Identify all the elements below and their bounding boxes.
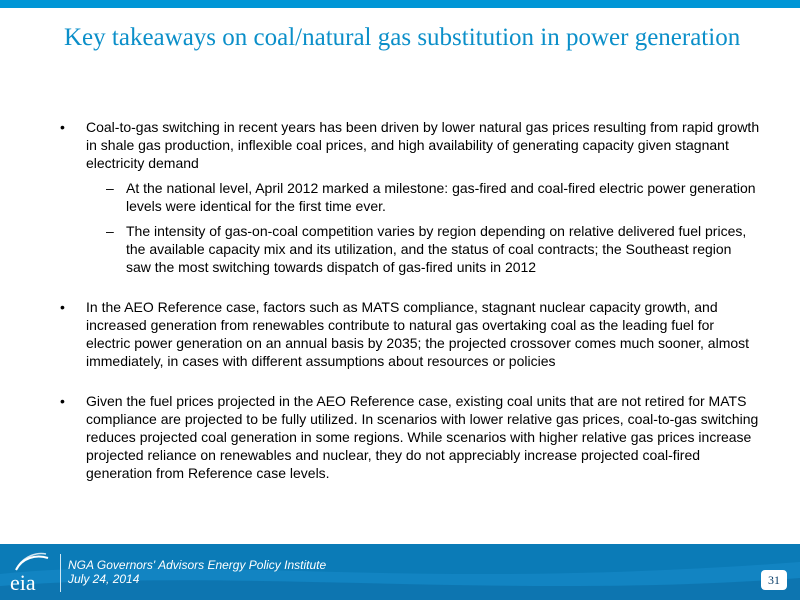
bullet-marker: • [60, 393, 65, 409]
eia-logo-icon [6, 546, 56, 598]
slide-body [60, 118, 760, 482]
sub-bullet-text: The intensity of gas-on-coal competition varies by region depending on relative delivered fuel prices, the available capacity mix and its utilization, and the status of coal contracts; the Southeast region saw the most switching towards dispatch of gas-fired units in 2012 [126, 223, 747, 275]
sub-bullet-item [60, 222, 760, 276]
bullet-text: Given the fuel prices projected in the AEO Reference case, existing coal units that are not retired for MATS compliance are projected to be fully utilized. In scenarios with lower relative gas prices, coal-to-gas switching reduces projected coal generation in some regions. While scenarios with higher relative gas prices increase projected reliance on renewables and nuclear, they do not appreciably increase projected coal-fired generation from Reference case levels. [86, 393, 759, 481]
bullet-marker: • [60, 119, 65, 135]
footer-event-name: NGA Governors' Advisors Energy Policy Institute [68, 558, 327, 572]
bullet-item [60, 392, 760, 482]
page-number: 31 [761, 570, 787, 590]
sub-bullet-text: At the national level, April 2012 marked a milestone: gas-fired and coal-fired electric power generation levels were identical for the first time ever. [126, 180, 756, 214]
bullet-item [60, 118, 760, 172]
sub-bullet-marker: – [106, 223, 114, 239]
bullet-text: Coal-to-gas switching in recent years has been driven by lower natural gas prices resulting from rapid growth in shale gas production, inflexible coal prices, and high availability of generating capacity given stagnant electricity demand [86, 119, 760, 171]
footer-date: July 24, 2014 [68, 572, 140, 586]
logo-wordmark: eia [10, 570, 36, 595]
sub-bullet-item [60, 179, 760, 215]
bullet-marker: • [60, 299, 65, 315]
slide-title: Key takeaways on coal/natural gas substitution in power generation [64, 24, 741, 51]
footer-caption [68, 558, 326, 586]
bullet-item [60, 298, 760, 370]
footer-divider [60, 554, 61, 592]
bullet-text: In the AEO Reference case, factors such as MATS compliance, stagnant nuclear capacity growth, and increased generation from renewables contribute to natural gas overtaking coal as the leading fuel for electric power generation on an annual basis by 2035; the projected crossover comes much sooner, almost immediately, in cases with different assumptions about resources or policies [86, 299, 750, 369]
footer-bar [0, 544, 800, 600]
top-accent-bar [0, 0, 800, 8]
sub-bullet-marker: – [106, 180, 114, 196]
